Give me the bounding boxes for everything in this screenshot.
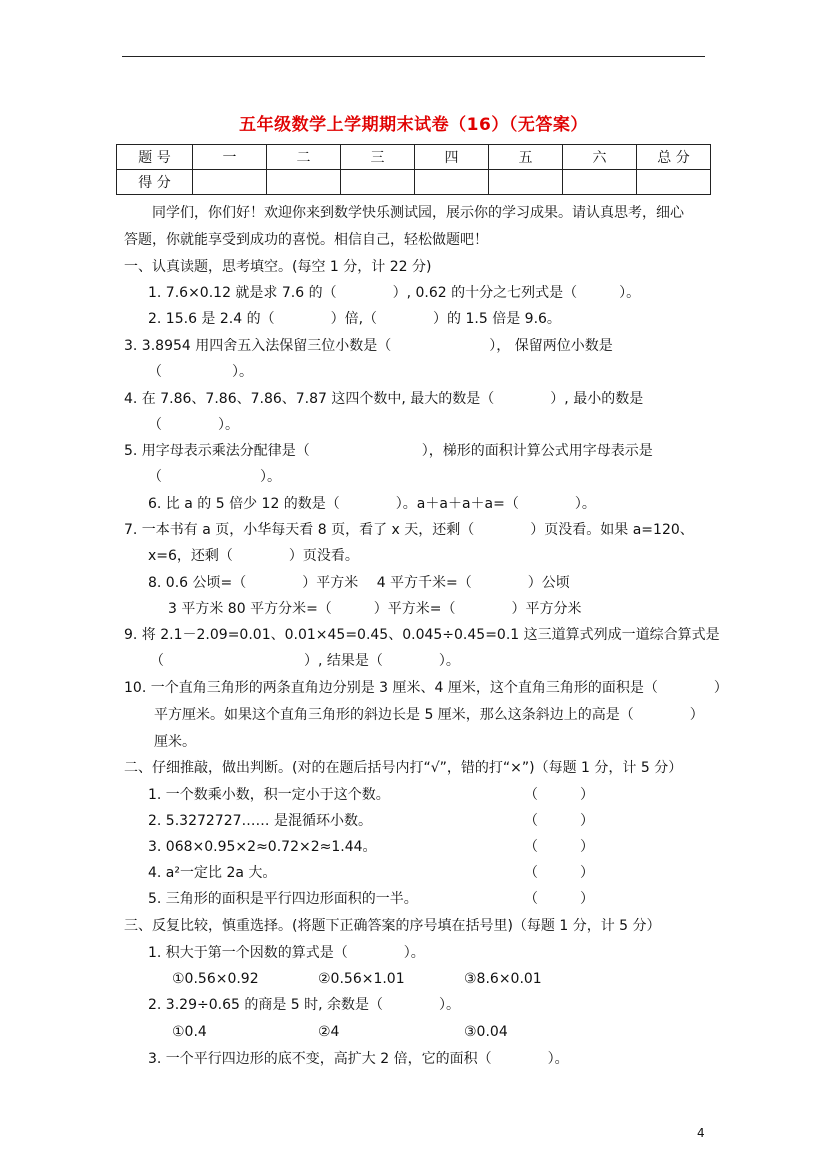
judge-question: 2. 5.3272727…… 是混循环小数。 — [148, 813, 372, 829]
section-heading: 三、反复比较，慎重选择。(将题下正确答案的序号填在括号里)（每题 1 分，计 5 分） — [124, 918, 661, 934]
score-header-cell: 六 — [563, 145, 637, 170]
judge-answer-bracket[interactable]: （ ） — [524, 891, 594, 907]
judge-answer-bracket[interactable]: （ ） — [524, 839, 594, 855]
score-cell[interactable] — [489, 170, 563, 195]
question-line: 3 平方米 80 平方分米=（ ）平方米=（ ）平方分米 — [168, 601, 582, 617]
judge-answer-bracket[interactable]: （ ） — [524, 865, 594, 881]
question-line: 10. 一个直角三角形的两条直角边分别是 3 厘米、4 厘米，这个直角三角形的面积是（ ） — [124, 680, 728, 696]
score-cell[interactable] — [563, 170, 637, 195]
score-cell[interactable] — [637, 170, 711, 195]
question-line: 4. 在 7.86、7.86、7.86、7.87 这四个数中, 最大的数是（ ）, 最小的数是 — [124, 391, 644, 407]
question-line: 平方厘米。如果这个直角三角形的斜边长是 5 厘米，那么这条斜边上的高是（ ） — [154, 707, 704, 723]
choice-question: 2. 3.29÷0.65 的商是 5 时, 余数是（ ）。 — [148, 997, 461, 1013]
score-header-cell: 总 分 — [637, 145, 711, 170]
score-cell[interactable] — [415, 170, 489, 195]
choice-option: ②4 — [318, 1024, 340, 1040]
choice-option: ①0.56×0.92 — [172, 971, 259, 987]
question-line: （ ）。 — [148, 417, 239, 433]
score-cell[interactable] — [193, 170, 267, 195]
intro-line: 同学们，你们好！欢迎你来到数学快乐测试园，展示你的学习成果。请认真思考，细心 — [152, 205, 684, 221]
choice-option: ③0.04 — [464, 1024, 508, 1040]
page-number: 4 — [697, 1126, 705, 1140]
choice-question: 3. 一个平行四边形的底不变，高扩大 2 倍，它的面积（ ）。 — [148, 1051, 569, 1067]
question-line: x=6，还剩（ ）页没看。 — [148, 548, 359, 564]
score-header-cell: 五 — [489, 145, 563, 170]
header-rule — [122, 56, 705, 57]
choice-option: ①0.4 — [172, 1024, 207, 1040]
choice-option: ③8.6×0.01 — [464, 971, 542, 987]
score-header-cell: 三 — [341, 145, 415, 170]
judge-question: 3. 068×0.95×2≈0.72×2≈1.44。 — [148, 839, 377, 855]
score-header-cell: 一 — [193, 145, 267, 170]
question-line: （ ）。 — [148, 364, 253, 380]
section-heading: 二、仔细推敲，做出判断。(对的在题后括号内打“√”，错的打“×”)（每题 1 分，计 5 分） — [124, 760, 683, 776]
question-line: 6. 比 a 的 5 倍少 12 的数是（ ）。a＋a＋a＋a=（ ）。 — [148, 496, 596, 512]
judge-answer-bracket[interactable]: （ ） — [524, 787, 594, 803]
question-line: 8. 0.6 公顷=（ ）平方米 4 平方千米=（ ）公顷 — [148, 575, 570, 591]
question-line: 7. 一本书有 a 页，小华每天看 8 页，看了 x 天，还剩（ ）页没看。如果 a=120、 — [124, 522, 694, 538]
judge-question: 1. 一个数乘小数，积一定小于这个数。 — [148, 787, 390, 803]
question-line: 3. 3.8954 用四舍五入法保留三位小数是（ ）， 保留两位小数是 — [124, 338, 613, 354]
score-cell[interactable] — [267, 170, 341, 195]
question-line: （ ）, 结果是（ ）。 — [150, 653, 460, 669]
score-header-cell: 四 — [415, 145, 489, 170]
judge-question: 4. a²一定比 2a 大。 — [148, 865, 277, 881]
choice-question: 1. 积大于第一个因数的算式是（ ）。 — [148, 945, 425, 961]
score-cell[interactable] — [341, 170, 415, 195]
score-header-row — [117, 145, 711, 170]
question-line: 厘米。 — [154, 734, 196, 750]
choice-option: ②0.56×1.01 — [318, 971, 405, 987]
exam-title: 五年级数学上学期期末试卷（16）（无答案） — [239, 115, 588, 135]
question-line: 5. 用字母表示乘法分配律是（ ），梯形的面积计算公式用字母表示是 — [124, 443, 653, 459]
question-line: 9. 将 2.1－2.09=0.01、0.01×45=0.45、0.045÷0.45=0.1 这三道算式列成一道综合算式是 — [124, 627, 720, 643]
judge-question: 5. 三角形的面积是平行四边形面积的一半。 — [148, 891, 418, 907]
question-line: 1. 7.6×0.12 就是求 7.6 的（ ）, 0.62 的十分之七列式是（ ）。 — [148, 285, 641, 301]
score-header-cell: 题 号 — [117, 145, 193, 170]
score-row — [117, 170, 711, 195]
intro-line: 答题，你就能享受到成功的喜悦。相信自己，轻松做题吧！ — [124, 232, 488, 248]
question-line: 2. 15.6 是 2.4 的（ ）倍,（ ）的 1.5 倍是 9.6。 — [148, 311, 561, 327]
section-heading: 一、认真读题，思考填空。(每空 1 分，计 22 分) — [124, 259, 432, 275]
score-table — [116, 144, 711, 195]
question-line: （ ）。 — [148, 469, 281, 485]
score-header-cell: 二 — [267, 145, 341, 170]
score-row-label: 得 分 — [117, 170, 193, 195]
judge-answer-bracket[interactable]: （ ） — [524, 813, 594, 829]
